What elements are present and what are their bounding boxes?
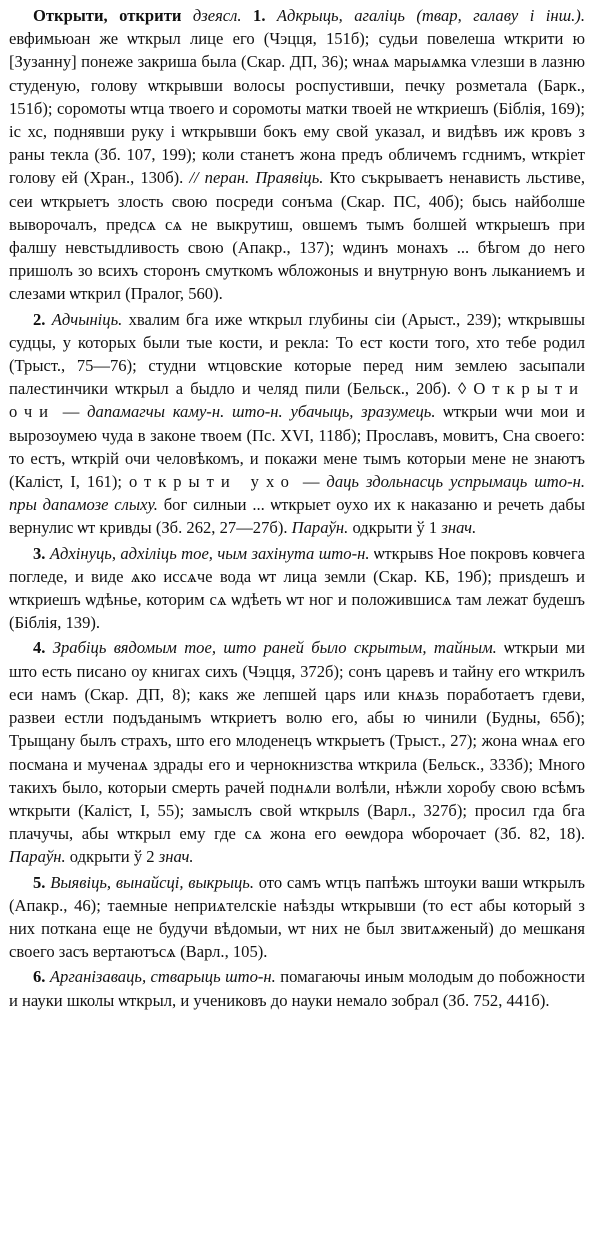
sense-definition: Адхінуць, адхіліць тое, чым захінута што-н.: [49, 543, 370, 563]
compare-reference: одкрыти ў 2: [69, 847, 155, 867]
phrase-2-definition: даць здольнасць успрымаць што-н. пры дапамозе слыху.: [9, 472, 585, 515]
sense-citations: ото самъ ѡтцъ папѣжъ штоуки ваши ѡткрылъ (Апакр., 46); таемные неприѧтелскіе наѣзды ѡткрывши (то ест абы который з них поткана еще не будучи вѣдомыи, ѡт них не был звитѧженый) до мешканя своего засъ вертаютъсѧ (Варл., 105).: [9, 872, 585, 962]
sense-number: 2.: [33, 309, 46, 329]
sense-definition: Арганізаваць, стварыць што-н.: [49, 967, 276, 987]
sense-6: [9, 965, 585, 1011]
sense-citations: ѡткрыи ми што есть писано оу книгах сихъ (Чэцця, 372б); сонъ царевъ и тайну его ѡткрилъ еси намъ (Скар. ДП, 8); какѕ же лепшей царѕ или кнѧзь поработаетъ гдеви, развеи естли подъданымъ ѡткриетъ волю его, абы ю чинили (Будны, 65б); Трыщану былъ страхъ, што его млоденецъ ѡткрыетъ (Трыст., 27); жона ѡнаѧ его посмана и мученаѧ здрады его и чернокнизства ѡткрила (Бельск., 333б); Много такихъ было, которыи смерть рачей поднѧли волѣли, нѣжли хоробу свою всѣмъ ѡткрыти (Каліст, I, 55); замыслъ свой ѡткрылѕ (Варл., 327б); просил гда бга плачучы, абы ѡткрыл ему где сѧ жона его ѳеѡдора ѡборочает (Зб. 82, 18).: [9, 638, 585, 844]
sense-definition: Зрабіць вядомым тое, што раней было скрытым, тайным.: [52, 638, 497, 658]
compare-label: Параўн.: [291, 518, 349, 538]
figurative-label: // перан. Праявіць.: [189, 168, 324, 188]
sense-number: 4.: [33, 638, 46, 658]
headword: Открыти, открити: [33, 6, 182, 25]
sense-number: 6.: [33, 967, 46, 987]
compare-tail: знач.: [441, 518, 477, 538]
figurative-citations: Кто съкрываетъ ненависть льстиве, сеи ѡткрыетъ злость свою посреди сонъма (Скар. ПС, 40б); бысь найболше выворочалъ, предсѧ сѧ не выкрутиш, овшемъ тымъ болшей ѡткрыешъ при фалшу невстыдливость свою (Апакр., 137); ѡдинъ монахъ ... бѣгом до него пришолъ зо всихъ сторонъ смуткомъ ѡбложоныѕ и внутрную вонъ лыканиемъ и слезами ѡткрил (Пралог, 560).: [9, 168, 585, 304]
part-of-speech: дзеясл.: [192, 6, 242, 25]
sense-definition: Выявіць, вынайсці, выкрыць.: [50, 872, 254, 892]
phrase-2-dash: —: [295, 472, 327, 492]
phrase-1-citations: ѡткрыи ѡчи мои и вырозоумею чуда в законе твоем (Пс. XVI, 118б); Прославъ, мовитъ, Сна своего: то естъ, ѡткрій очи человѣкомъ, и покажи мене тымъ которыи мене не знаютъ (Каліст, I, 161);: [9, 402, 585, 492]
sense-citations: помагаючы иным молодым до побожности и науки школы ѡткрыл, и учениковъ до науки немало зобрал (Зб. 752, 441б).: [9, 967, 585, 1010]
compare-label: Параўн.: [9, 847, 66, 867]
sense-3: [9, 542, 585, 635]
sense-definition: Адкрыць, агаліць (твар, галаву і інш.).: [276, 6, 585, 25]
sense-2: [9, 308, 585, 540]
dictionary-entry: [9, 4, 585, 1012]
sense-definition: Адчыніць.: [51, 309, 123, 329]
phrase-1-dash: —: [55, 402, 88, 422]
sense-5: [9, 871, 585, 964]
sense-1: [9, 4, 585, 306]
phrase-2-citations: бог силныи ... ѡткрыет оухо их к наказаню и речеть дабы вернулис ѡт кривды (Зб. 262, 27—27б).: [9, 495, 585, 538]
phrase-2: открыти ухо: [128, 472, 296, 492]
sense-number: 5.: [33, 872, 46, 892]
sense-number: 3.: [33, 543, 46, 563]
sense-citations: евфимьюан же ѡткрыл лице его (Чэцця, 151б); судьи повелеша ѡткрити ю [Зузанну] понеже закриша была (Скар. ДП, 36); ѡнаѧ марыѧмка ѵлезши в лазню студеную, голову ѡткрывши волосы роспустивши, печку розметала (Барк., 151б); соромоты ѡтца твоего и соромоты матки твоей не ѡткриешъ (Біблія, 169); іс хс, поднявши руку і ѡткрывши бокъ ему свой указал, и видѣвъ иж кровъ з раны текла (Зб. 107, 199); коли станетъ жона предъ обличемъ гсднимъ, ѡткріет голову ей (Хран., 130б).: [9, 29, 585, 188]
compare-tail: знач.: [158, 847, 194, 867]
phrase-1-definition: дапамагчы каму-н. што-н. убачыць, зразумець.: [87, 402, 436, 422]
sense-number: 1.: [253, 6, 266, 25]
sense-4: [9, 636, 585, 868]
sense-citations: ѡткрывѕ Ное покровъ ковчега погледе, и виде ѧко иссѧче вода ѡт лица земли (Скар. КБ, 19б); приѕдешъ и ѡткриешъ ѡдѣнье, которим сѧ ѡдѣеть ѡт ног и положившисѧ там лежат будешъ (Біблія, 139).: [9, 543, 585, 633]
phrase-1: Открыти очи: [9, 379, 585, 422]
sense-citations: хвалим бга иже ѡткрыл глубины сіи (Арыст., 239); ѡткрывшы судцы, у которых были тые кости, и рекла: То ест кости того, хто тебе родил (Трыст., 75—76); студни ѡтцовские которые перед ним землею засыпали палестинчики ѡткрыл а быдло и челяд пили (Бельск., 20б). ◊: [9, 309, 585, 399]
compare-reference: одкрыти ў 1: [352, 518, 438, 538]
